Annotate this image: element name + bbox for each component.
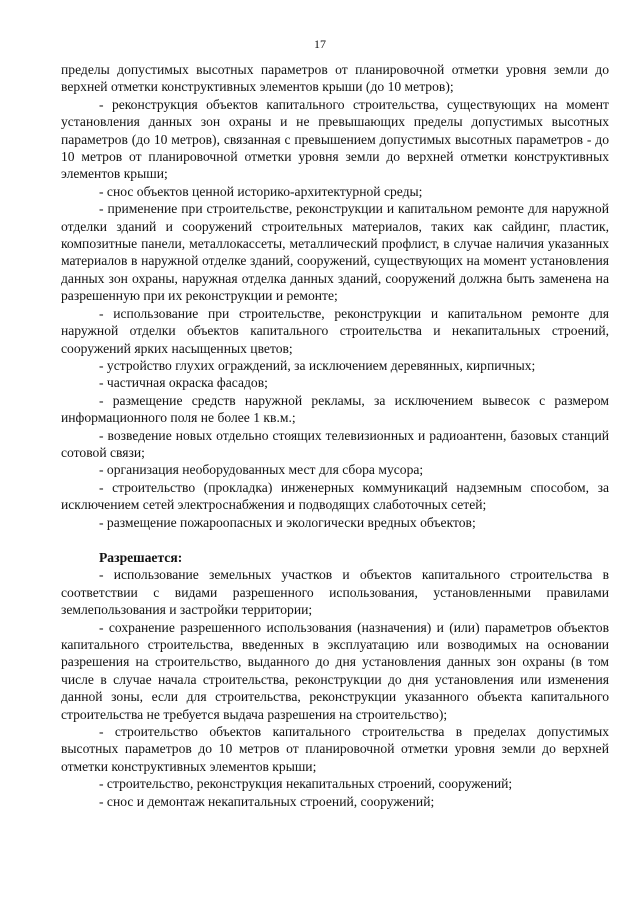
list-item: - использование земельных участков и объектов капитального строительства в соответствии с видами разрешенного использования, установленными правилами землепользования и застройки территории; [61, 567, 609, 618]
page-body [61, 61, 609, 810]
list-item: - снос объектов ценной историко-архитектурной среды; [99, 183, 423, 199]
list-item: - организация необорудованных мест для сбора мусора; [99, 462, 424, 478]
list-item: - устройство глухих ограждений, за исключением деревянных, кирпичных; [99, 357, 536, 373]
paragraph-continuation: пределы допустимых высотных параметров от планировочной отметки уровня земли до верхней отметки конструктивных элементов крыши (до 10 метров); [61, 62, 609, 95]
section-heading: Разрешается: [99, 549, 183, 565]
list-item: - размещение пожароопасных и экологически вредных объектов; [99, 514, 476, 530]
section-spacer [61, 531, 609, 549]
list-item: - снос и демонтаж некапитальных строений, сооружений; [99, 793, 435, 809]
list-item: - частичная окраска фасадов; [99, 375, 268, 391]
list-item: - строительство (прокладка) инженерных коммуникаций надземным способом, за исключением сетей электроснабжения и подводящих слаботочных сетей; [61, 479, 609, 513]
list-item: - строительство, реконструкция некапитальных строений, сооружений; [99, 776, 513, 792]
list-item: - использование при строительстве, реконструкции и капитальном ремонте для наружной отделки объектов капитального строительства и некапитальных строений, сооружений ярких насыщенных цветов; [61, 305, 609, 356]
list-item: - возведение новых отдельно стоящих телевизионных и радиоантенн, базовых станций сотовой связи; [61, 427, 609, 460]
list-item: - применение при строительстве, реконструкции и капитальном ремонте для наружной отделки зданий и сооружений строительных материалов, таких как сайдинг, пластик, композитные панели, металлокассеты, металлический профлист, в случае наличия указанных материалов в наружной отделке зданий, сооружений, существующих на момент установления данных зон охраны, наружная отделка данных зданий, сооружений должна быть заменена на разрешенную при их реконструкции и ремонте; [61, 201, 609, 304]
page-number: 17 [314, 37, 326, 51]
list-item: - реконструкция объектов капитального строительства, существующих на момент установления данных зон охраны и не превышающих пределы допустимых высотных параметров (до 10 метров), связанная с превышением допустимых высотных параметров - до 10 метров от планировочной отметки уровня земли до верхней отметки конструктивных элементов крыши; [61, 96, 609, 182]
list-item: - строительство объектов капитального строительства в пределах допустимых высотных параметров до 10 метров от планировочной отметки уровня земли до верхней отметки конструктивных элементов крыши; [61, 724, 609, 774]
list-item: - сохранение разрешенного использования (назначения) и (или) параметров объектов капитального строительства, введенных в эксплуатацию или возводимых на основании разрешения на строительство, выданного до дня установления данных зон охраны (в том числе в случае начала строительства, реконструкции до дня установления или изменения данной зоны, если для строительства, реконструкции указанного объекта капитального строительства не требуется выдача разрешения на строительство); [61, 619, 609, 722]
list-item: - размещение средств наружной рекламы, за исключением вывесок с размером информационного поля не более 1 кв.м.; [61, 392, 609, 426]
